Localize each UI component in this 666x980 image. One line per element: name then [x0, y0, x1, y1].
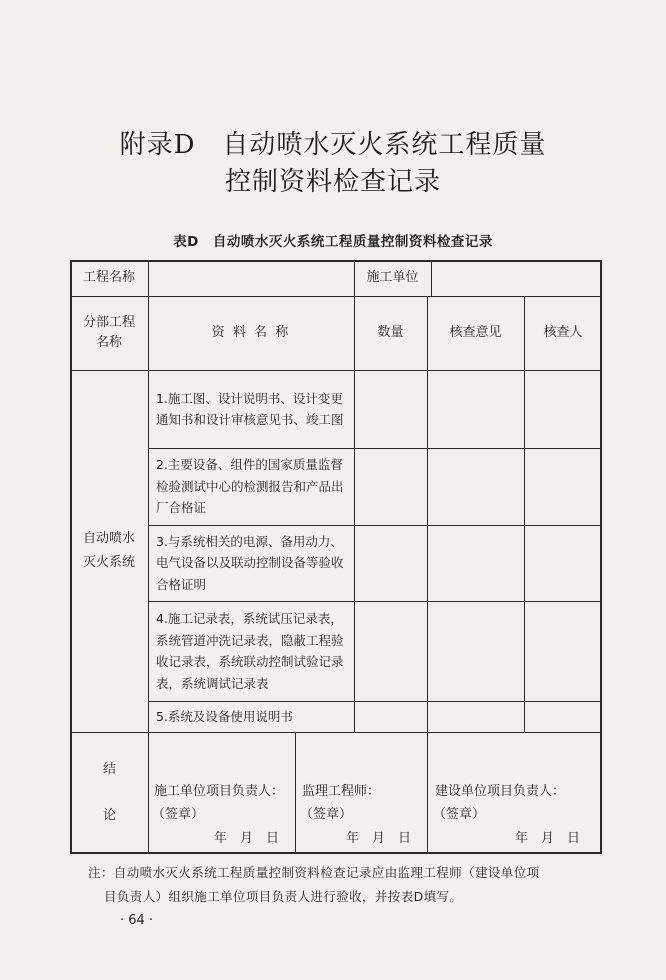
project-name-label: 工程名称 [82, 270, 135, 285]
project-name-value [148, 260, 354, 296]
signature-date-construction: 年 月 日 [214, 831, 280, 846]
construction-unit-value [431, 260, 602, 296]
sub-project-header: 分部工程名称 [82, 315, 135, 350]
construction-unit-label: 施工单位 [366, 270, 419, 285]
material-item-1: 1.施工图、设计说明书、设计变更通知书和设计审核意见书、竣工图 [156, 390, 344, 427]
rule [427, 732, 428, 854]
checker-header: 核查人 [543, 325, 583, 340]
material-item-3: 3.与系统相关的电源、备用动力、电气设备以及联动控制设备等验收合格证明 [156, 533, 344, 592]
table-note-line2: 目负责人）组织施工单位项目负责人进行验收，并按表D填写。 [104, 889, 463, 904]
rule [295, 732, 296, 854]
signature-seal-supervisor: （签章） [300, 807, 353, 822]
material-item-4: 4.施工记录表，系统试压记录表，系统管道冲洗记录表，隐蔽工程验收记录表，系统联动控制试验记录表，系统调试记录表 [156, 611, 344, 691]
signature-role-owner: 建设单位项目负责人： [435, 784, 566, 799]
material-item-2: 2.主要设备、组件的国家质量监督检验测试中心的检测报告和产品出厂合格证 [156, 457, 344, 516]
appendix-title-line1: 附录D 自动喷水灭火系统工程质量 [119, 130, 547, 160]
material-item-5: 5.系统及设备使用说明书 [156, 708, 293, 724]
signature-seal-construction: （签章） [152, 807, 205, 822]
table-caption: 表D 自动喷水灭火系统工程质量控制资料检查记录 [173, 234, 493, 250]
conclusion-label-1: 结 [103, 762, 117, 777]
signature-seal-owner: （签章） [433, 807, 486, 822]
table-note [88, 861, 614, 909]
table-note-line1: 注：自动喷水灭火系统工程质量控制资料检查记录应由监理工程师（建设单位项 [88, 865, 540, 880]
page-number: · 64 · [120, 913, 154, 928]
appendix-title-line2: 控制资料检查记录 [224, 167, 441, 197]
sub-project-name: 自动喷水灭火系统 [82, 531, 135, 570]
signature-role-supervisor: 监理工程师： [302, 784, 381, 799]
conclusion-label-2: 论 [103, 808, 117, 823]
signature-date-supervisor: 年 月 日 [346, 831, 412, 846]
material-name-header: 资 料 名 称 [211, 325, 291, 340]
rule [70, 732, 602, 733]
signature-date-owner: 年 月 日 [515, 831, 581, 846]
quantity-header: 数量 [377, 325, 404, 340]
signature-role-construction: 施工单位项目负责人： [154, 784, 285, 799]
opinion-header: 核查意见 [449, 325, 502, 340]
